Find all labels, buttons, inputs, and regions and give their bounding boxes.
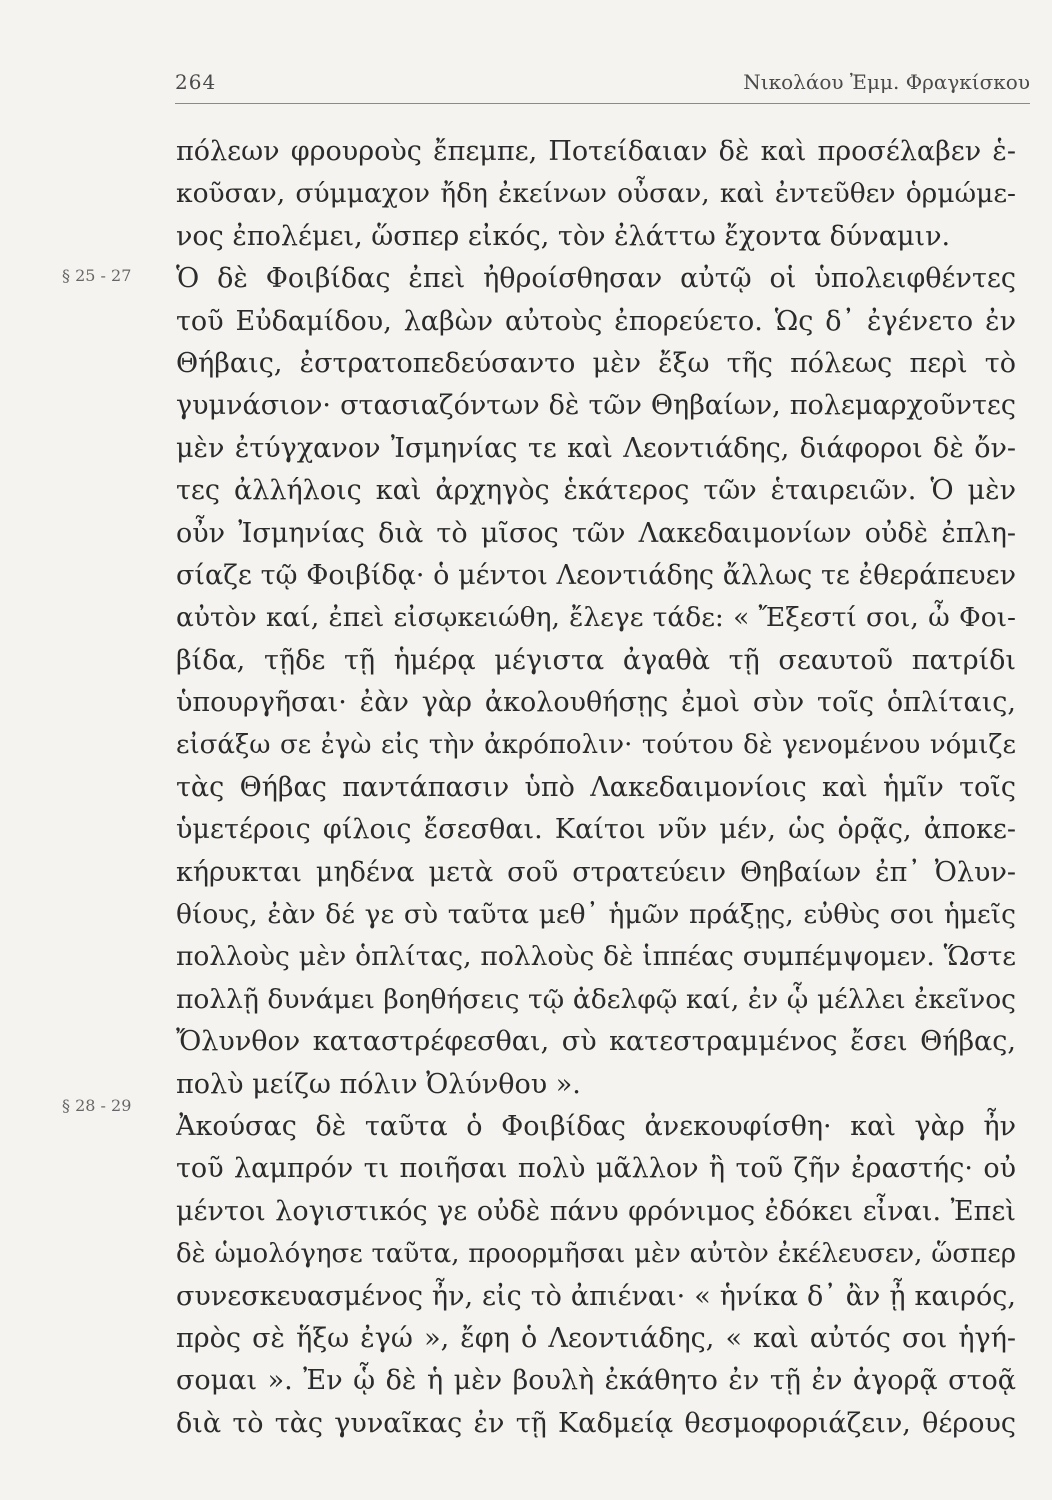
text-line: εἰσάξω σε ἐγὼ εἰς τὴν ἀκρόπολιν· τούτου δὲ γενομένου νόμιζε xyxy=(176,730,1016,761)
text-line: τες ἀλλήλοις καὶ ἀρχηγὸς ἑκάτερος τῶν ἑταιρειῶν. Ὁ μὲν xyxy=(176,475,1016,507)
text-line: κοῦσαν, σύμμαχον ἤδη ἐκείνων οὖσαν, καὶ ἐντεῦθεν ὁρμώμε- xyxy=(176,178,1016,210)
text-line: σομαι ». Ἐν ᾧ δὲ ἡ μὲν βουλὴ ἐκάθητο ἐν τῇ ἐν ἀγορᾷ στοᾷ xyxy=(176,1365,1016,1397)
body-text xyxy=(176,131,1016,1445)
text-line: βίδα, τῇδε τῇ ἡμέρᾳ μέγιστα ἀγαθὰ τῇ σεαυτοῦ πατρίδι xyxy=(176,644,1016,676)
text-line: σίαζε τῷ Φοιβίδᾳ· ὁ μέντοι Λεοντιάδης ἄλλως τε ἐθεράπευεν xyxy=(176,559,1016,591)
text-line: τὰς Θήβας παντάπασιν ὑπὸ Λακεδαιμονίοις καὶ ἡμῖν τοῖς xyxy=(176,771,1016,803)
text-line: Θήβαις, ἐστρατοπεδεύσαντο μὲν ἔξω τῆς πόλεως περὶ τὸ xyxy=(176,347,1016,379)
margin-note-section-25-27: § 25 - 27 xyxy=(62,266,132,285)
text-line: διὰ τὸ τὰς γυναῖκας ἐν τῇ Καδμείᾳ θεσμοφοριάζειν, θέρους xyxy=(176,1407,1016,1439)
text-line: πολὺ μείζω πόλιν Ὀλύνθου ». xyxy=(176,1068,581,1100)
text-line: μέντοι λογιστικός γε οὐδὲ πάνυ φρόνιμος ἐδόκει εἶναι. Ἐπεὶ xyxy=(176,1195,1016,1227)
text-line: συνεσκευασμένος ἦν, εἰς τὸ ἀπιέναι· « ἡνίκα δ᾽ ἂν ᾖ καιρός, xyxy=(176,1280,1016,1312)
text-line: Ὄλυνθον καταστρέφεσθαι, σὺ κατεστραμμένος ἔσει Θήβας, xyxy=(176,1026,1016,1058)
text-line: θίους, ἐὰν δέ γε σὺ ταῦτα μεθ᾽ ἡμῶν πράξῃς, εὐθὺς σοι ἡμεῖς xyxy=(176,899,1016,931)
text-line: πόλεων φρουροὺς ἔπεμπε, Ποτείδαιαν δὲ καὶ προσέλαβεν ἑ- xyxy=(176,136,1016,167)
text-line: τοῦ Εὐδαμίδου, λαβὼν αὐτοὺς ἐπορεύετο. Ὡς δ᾽ ἐγένετο ἐν xyxy=(176,305,1016,337)
running-head: Νικολάου Ἐμμ. Φραγκίσκου xyxy=(743,70,1030,94)
text-line: ὑπουργῆσαι· ἐὰν γὰρ ἀκολουθήσῃς ἐμοὶ σὺν τοῖς ὁπλίταις, xyxy=(176,687,1016,719)
margin-note-section-28-29: § 28 - 29 xyxy=(62,1096,132,1115)
text-line: μὲν ἐτύγχανον Ἰσμηνίας τε καὶ Λεοντιάδης, διάφοροι δὲ ὄν- xyxy=(176,432,1016,464)
text-line: πρὸς σὲ ἥξω ἐγώ », ἔφη ὁ Λεοντιάδης, « καὶ αὐτός σοι ἡγή- xyxy=(176,1322,1016,1354)
text-line: αὐτὸν καί, ἐπεὶ εἰσῳκειώθη, ἔλεγε τάδε: « Ἔξεστί σοι, ὦ Φοι- xyxy=(176,602,1016,634)
text-line: τοῦ λαμπρόν τι ποιῆσαι πολὺ μᾶλλον ἢ τοῦ ζῆν ἐραστής· οὐ xyxy=(176,1153,1016,1185)
text-line: ὑμετέροις φίλοις ἔσεσθαι. Καίτοι νῦν μέν, ὡς ὁρᾷς, ἀποκε- xyxy=(176,814,1016,846)
header-rule xyxy=(175,103,1030,104)
text-line: οὖν Ἰσμηνίας διὰ τὸ μῖσος τῶν Λακεδαιμονίων οὐδὲ ἐπλη- xyxy=(176,517,1016,549)
text-line: Ἀκούσας δὲ ταῦτα ὁ Φοιβίδας ἀνεκουφίσθη· καὶ γὰρ ἦν xyxy=(176,1110,1016,1142)
text-line: γυμνάσιον· στασιαζόντων δὲ τῶν Θηβαίων, πολεμαρχοῦντες xyxy=(176,390,1016,422)
page-header xyxy=(175,70,1030,104)
text-line: νος ἐπολέμει, ὥσπερ εἰκός, τὸν ἐλάττω ἔχοντα δύναμιν. xyxy=(176,220,951,252)
text-line: πολλοὺς μὲν ὁπλίτας, πολλοὺς δὲ ἱππέας συμπέμψομεν. Ὥστε xyxy=(176,941,1016,973)
text-line: Ὁ δὲ Φοιβίδας ἐπεὶ ἠθροίσθησαν αὐτῷ οἱ ὑπολειφθέντες xyxy=(176,263,1016,295)
text-line: δὲ ὡμολόγησε ταῦτα, προορμῆσαι μὲν αὐτὸν ἐκέλευσεν, ὥσπερ xyxy=(176,1239,1016,1270)
text-line: κήρυκται μηδένα μετὰ σοῦ στρατεύειν Θηβαίων ἐπ᾽ Ὀλυν- xyxy=(176,856,1016,888)
text-line: πολλῇ δυνάμει βοηθήσεις τῷ ἀδελφῷ καί, ἐν ᾧ μέλλει ἐκεῖνος xyxy=(176,983,1016,1015)
page-number: 264 xyxy=(175,70,217,94)
